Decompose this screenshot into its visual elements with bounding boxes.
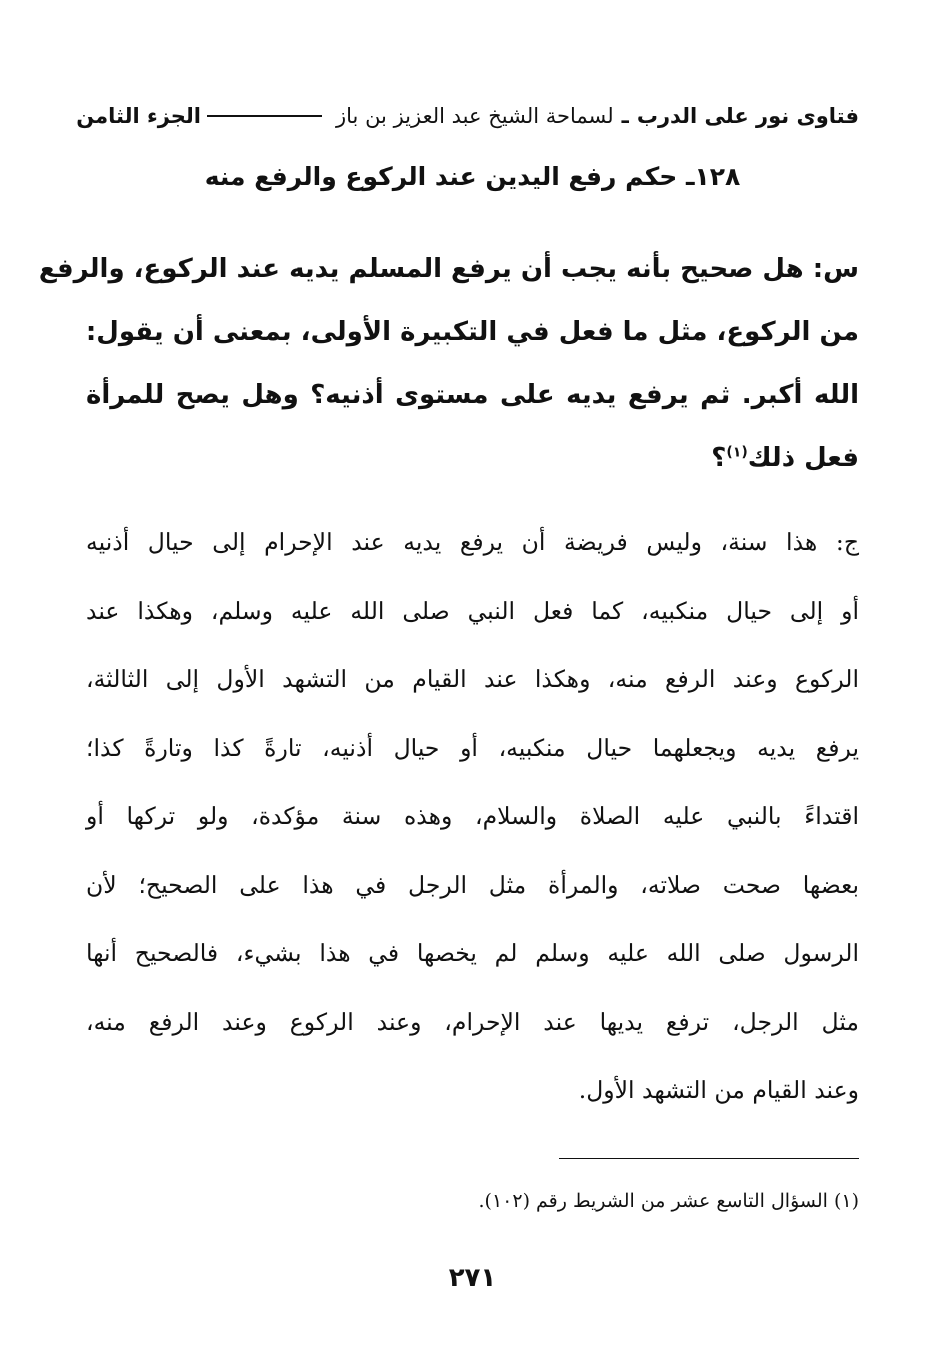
question-mark: ؟ <box>711 443 727 473</box>
answer-line: وعند القيام من التشهد الأول. <box>578 1076 859 1104</box>
header-book-title: فتاوى نور على الدرب <box>636 104 859 128</box>
answer-line: اقتداءً بالنبي عليه الصلاة والسلام، وهذه سنة مؤكدة، ولو تركها أو <box>86 802 859 830</box>
header-dash: ـ <box>621 104 629 128</box>
question-line: س: هل صحيح بأنه يجب أن يرفع المسلم يديه عند الركوع، والرفع <box>38 254 859 284</box>
footnote-separator <box>559 1158 859 1159</box>
answer-line: مثل الرجل، ترفع يديها عند الإحرام، وعند الركوع وعند الرفع منه، <box>86 1007 859 1036</box>
question-last-text: فعل ذلك <box>747 443 859 473</box>
header-book-info <box>201 104 859 128</box>
page-number: ٢٧١ <box>448 1263 497 1293</box>
question-block <box>38 238 859 490</box>
header-author: لسماحة الشيخ عبد العزيز بن باز <box>336 104 614 128</box>
footnote-text: (١) السؤال التاسع عشر من الشريط رقم (١٠٢). <box>478 1190 859 1212</box>
question-line: الله أكبر. ثم يرفع يديه على مستوى أذنيه؟ وهل يصح للمرأة <box>86 380 859 410</box>
answer-line: الركوع وعند الرفع منه، وهكذا عند القيام من التشهد الأول إلى الثالثة، <box>86 665 859 693</box>
answer-line: الرسول صلى الله عليه وسلم لم يخصها في هذا بشيء، فالصحيح أنها <box>86 939 859 967</box>
question-line: من الركوع، مثل ما فعل في التكبيرة الأولى، بمعنى أن يقول: <box>85 317 859 347</box>
footnote-marker: (١) <box>726 444 748 461</box>
answer-line: بعضها صحت صلاته، والمرأة مثل الرجل في هذا على الصحيح؛ لأن <box>86 870 859 899</box>
answer-line: ج: هذا سنة، وليس فريضة أن يرفع يديه عند الإحرام إلى حيال أذنيه <box>86 528 859 556</box>
header-volume: الجزء الثامن <box>76 104 202 128</box>
running-header <box>76 98 859 134</box>
answer-line: يرفع يديه ويجعلهما حيال منكبيه، أو حيال أذنيه، تارةً كذا وتارةً كذا؛ <box>86 733 859 762</box>
question-last-line <box>86 427 859 490</box>
section-title: ١٢٨ـ حكم رفع اليدين عند الركوع والرفع منه <box>204 162 741 191</box>
answer-line: أو إلى حيال منكبيه، كما فعل النبي صلى الله عليه وسلم، وهكذا عند <box>86 596 859 625</box>
answer-block <box>86 508 859 1125</box>
header-rule <box>207 115 322 117</box>
